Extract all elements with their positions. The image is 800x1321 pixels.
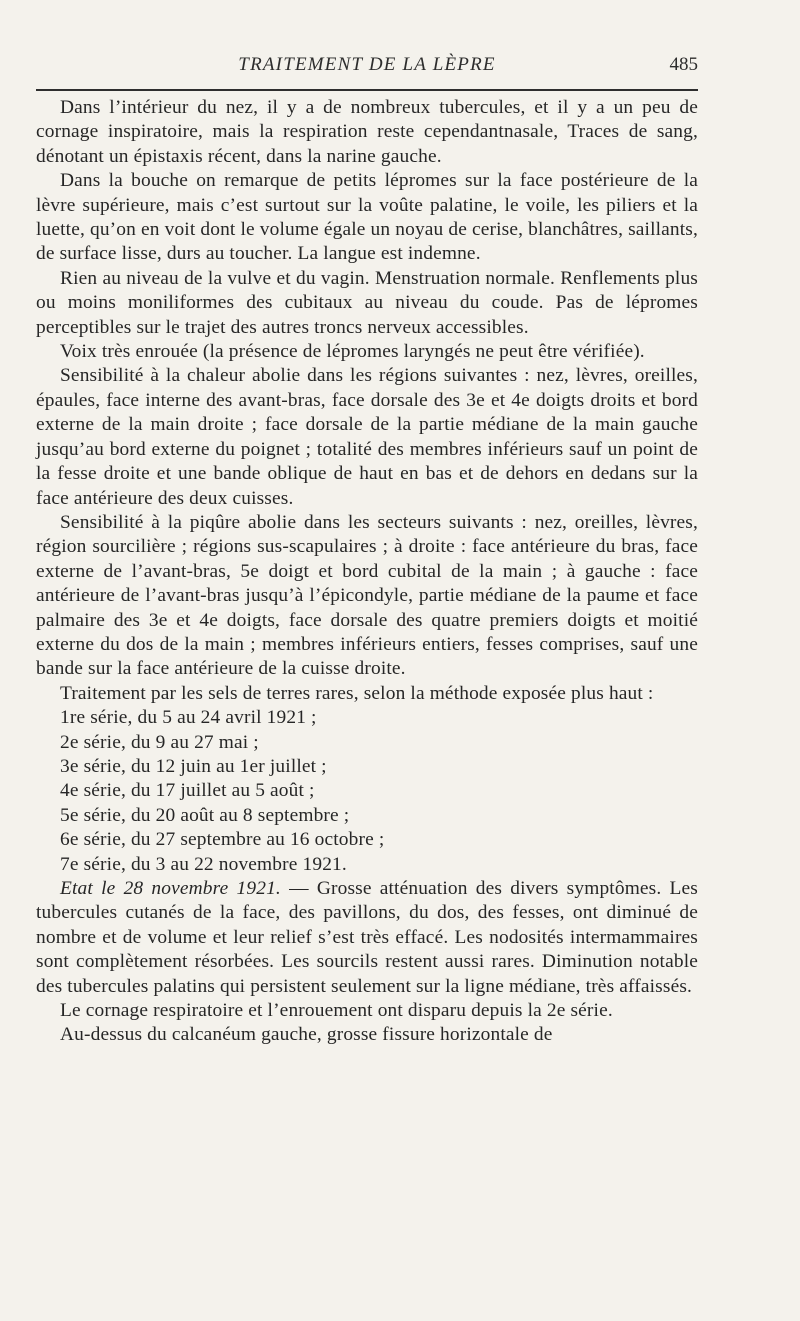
paragraph-vulva-nerves: Rien au niveau de la vulve et du vagin. Menstruation normale. Renflements plus ou moins moniliformes des cubitaux au niveau du coude. Pas de lépromes perceptibles sur le trajet des autres troncs nerveux accessibles. [36, 267, 698, 338]
running-header [36, 54, 698, 84]
paragraph-heat-sensitivity: Sensibilité à la chaleur abolie dans les régions suivantes : nez, lèvres, oreilles, épaules, face interne des avant-bras, face dorsale des 3e et 4e doigts droits et bord externe de la main droite ; face dorsale de la partie médiane de la main gauche jusqu’au bord externe du poignet ; totalité des membres inférieurs sauf un point de la fesse droite et une bande oblique de haut en bas et de dehors en dedans sur la face antérieure des deux cuisses. [36, 365, 698, 509]
paragraph-calcaneum: Au-dessus du calcanéum gauche, grosse fissure horizontale de [60, 1024, 553, 1046]
series-item: 6e série, du 27 septembre au 16 octobre ; [60, 829, 385, 851]
page-number: 485 [669, 54, 698, 75]
body-text [36, 96, 698, 1048]
paragraph-pain-sensitivity: Sensibilité à la piqûre abolie dans les secteurs suivants : nez, oreilles, lèvres, région sourcilière ; régions sus-scapulaires ; à droite : face antérieure du bras, face externe de l’avant-bras, 5e doigt et bord cubital de la main ; à gauche : face antérieure de l’avant-bras jusqu’à l’épicondyle, partie médiane de la paume et face palmaire des 3e et 4e doigts, face dorsale des quatre premiers doigts et moitié externe du dos de la main ; membres inférieurs entiers, fesses comprises, sauf une bande sur la face antérieure de la cuisse droite. [36, 511, 698, 680]
series-item: 3e série, du 12 juin au 1er juillet ; [60, 755, 327, 777]
paragraph-treatment: Traitement par les sels de terres rares, selon la méthode exposée plus haut : [60, 682, 654, 704]
series-item: 2e série, du 9 au 27 mai ; [60, 731, 259, 753]
series-item: 7e série, du 3 au 22 novembre 1921. [60, 853, 347, 875]
etat-text: — Grosse atténuation des divers symptômes. Les tubercules cutanés de la face, des pavillons, du dos, des fesses, ont diminué de nombre et de volume et leur relief s’est très effacé. Les nodosités intermammaires sont complètement résorbées. Les sourcils restent aussi rares. Diminution notable des tubercules palatins qui persistent seulement sur la ligne médiane, très affaissés. [36, 878, 698, 997]
treatment-series-list [36, 706, 698, 877]
running-title: TRAITEMENT DE LA LÈPRE [238, 54, 496, 75]
series-item: 1re série, du 5 au 24 avril 1921 ; [60, 707, 317, 729]
paragraph-mouth: Dans la bouche on remarque de petits lépromes sur la face postérieure de la lèvre supérieure, mais c’est surtout sur la voûte palatine, le voile, les piliers et la luette, qu’on en voit dont le volume égale un noyau de cerise, blanchâtres, saillants, de surface lisse, durs au toucher. La langue est indemne. [36, 170, 698, 265]
series-item: 4e série, du 17 juillet au 5 août ; [60, 780, 315, 802]
paragraph-voice: Voix très enrouée (la présence de lépromes laryngés ne peut être vérifiée). [60, 341, 645, 363]
paragraph-cornage: Le cornage respiratoire et l’enrouement ont disparu depuis la 2e série. [60, 1000, 613, 1022]
header-rule [36, 89, 698, 91]
etat-label: Etat le 28 novembre 1921. [60, 878, 281, 899]
paragraph-etat [36, 877, 698, 999]
paragraph-nasal: Dans l’intérieur du nez, il y a de nombreux tubercules, et il y a un peu de cornage inspiratoire, mais la respiration reste cependantnasale, Traces de sang, dénotant un épistaxis récent, dans la narine gauche. [36, 97, 698, 167]
series-item: 5e série, du 20 août au 8 septembre ; [60, 804, 350, 826]
